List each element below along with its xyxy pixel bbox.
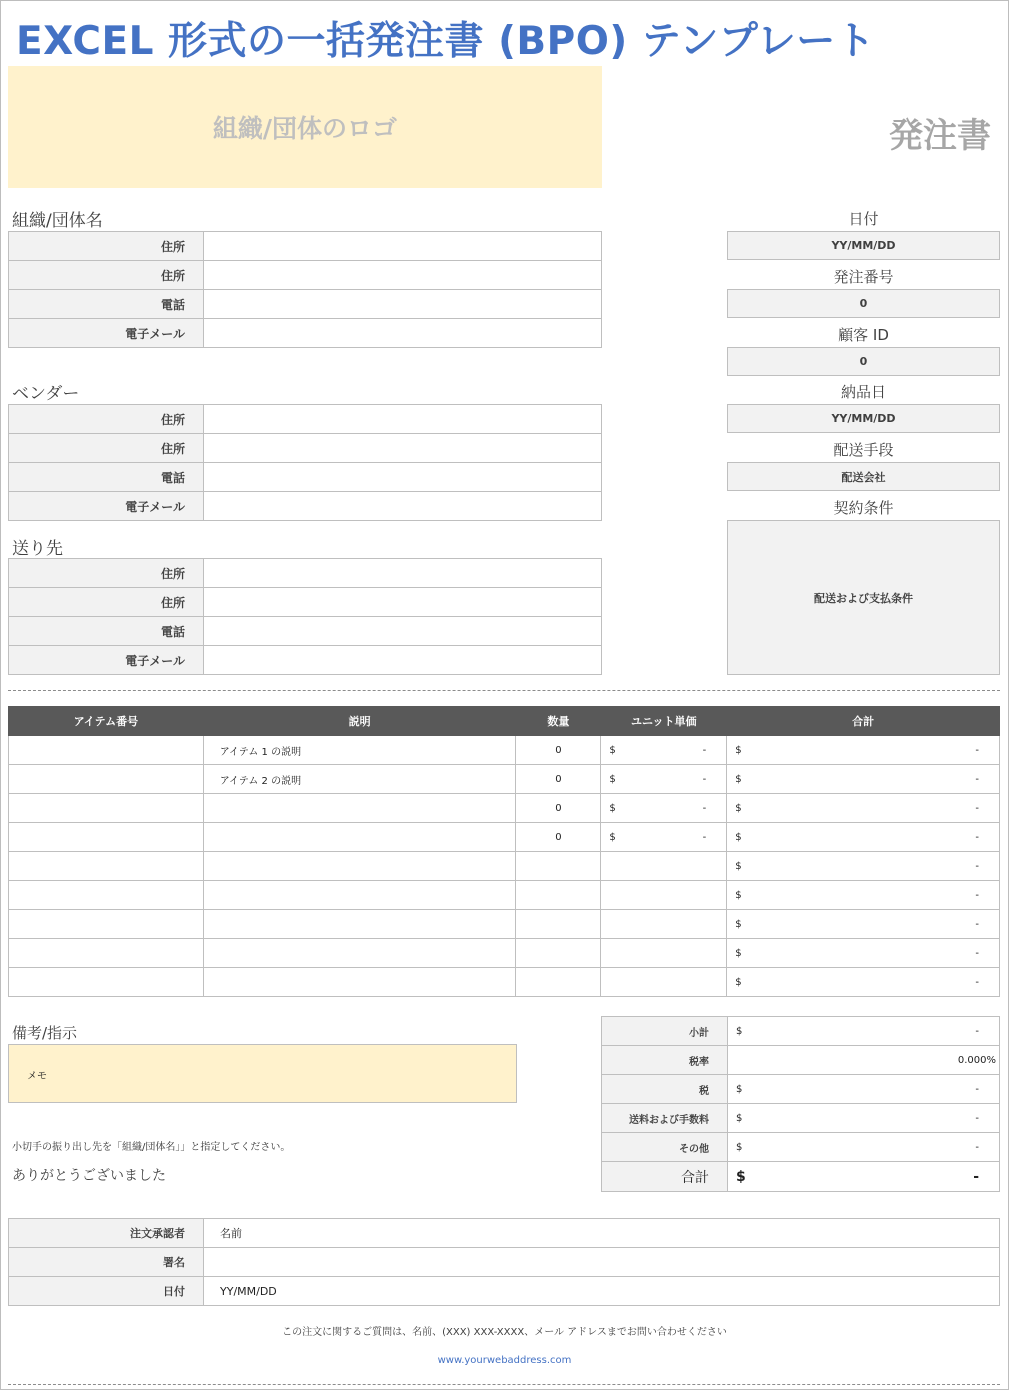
ship-to-phone-field[interactable] [204,617,602,646]
delivery-date-label: 納品日 [840,383,886,401]
grand-total-label: 合計 [602,1162,728,1192]
line-total-value: - [975,947,979,959]
currency-symbol: $ [609,802,616,814]
unit-price-cell[interactable] [601,939,727,968]
currency-symbol: $ [735,802,742,814]
line-total-value: - [975,976,979,988]
currency-symbol: $ [736,1141,743,1153]
vendor-email-field[interactable] [204,492,602,521]
col-header-description: 説明 [203,707,516,736]
tax-label: 税 [602,1075,728,1104]
line-total-value: - [975,802,979,814]
shipping-amount: - [975,1112,979,1124]
currency-symbol: $ [735,773,742,785]
logo-placeholder[interactable] [8,66,602,188]
approval-date-row [9,1277,1000,1306]
po-number-label: 発注番号 [833,268,894,286]
ship-to-row [9,588,602,617]
tax-rate-row [602,1046,1000,1075]
description-cell[interactable] [203,910,516,939]
shipping-row [602,1104,1000,1133]
table-row [9,968,1000,997]
table-row [9,852,1000,881]
ship-to-label: 電子メール [9,646,204,675]
signature-label: 署名 [9,1248,204,1277]
vendor-heading: ベンダー [12,384,80,404]
ship-to-address-2-field[interactable] [204,588,602,617]
org-heading[interactable]: 組織/団体名 [12,211,103,231]
description-cell[interactable] [203,852,516,881]
contact-note: この注文に関するご質問は、名前、(XXX) XXX-XXXX、メール アドレスまでお問い合わせください [282,1327,727,1338]
notes-field[interactable]: メモ [8,1044,517,1103]
item-no-cell[interactable] [9,939,204,968]
quantity-cell[interactable] [516,852,601,881]
org-row [9,232,602,261]
ship-to-label: 住所 [9,588,204,617]
totals-table [601,1016,1000,1192]
thank-you-text: ありがとうございました [12,1168,166,1184]
vendor-address-1-field[interactable] [204,405,602,434]
line-total-value: - [975,773,979,785]
section-divider [8,690,1000,691]
org-table [8,231,602,348]
customer-id-field[interactable]: 0 [727,347,1000,376]
approver-field[interactable]: 名前 [204,1219,1000,1248]
item-no-cell[interactable] [9,794,204,823]
ship-to-label: 住所 [9,559,204,588]
line-total-cell [727,910,1000,939]
currency-symbol: $ [735,860,742,872]
shipping-method-field[interactable]: 配送会社 [727,462,1000,491]
line-total-cell [727,794,1000,823]
currency-symbol: $ [609,831,616,843]
delivery-date-field[interactable]: YY/MM/DD [727,404,1000,433]
website-link[interactable]: www.yourwebaddress.com [437,1355,572,1366]
vendor-label: 電話 [9,463,204,492]
table-row [9,823,1000,852]
org-email-field[interactable] [204,319,602,348]
description-cell[interactable]: アイテム 1 の説明 [203,736,516,765]
quantity-cell[interactable]: 0 [516,823,601,852]
vendor-row [9,492,602,521]
signature-row [9,1248,1000,1277]
item-no-cell[interactable] [9,968,204,997]
line-total-cell [727,823,1000,852]
org-label: 住所 [9,261,204,290]
ship-to-label: 電話 [9,617,204,646]
description-cell[interactable] [203,939,516,968]
terms-field[interactable]: 配送および支払条件 [727,520,1000,675]
item-no-cell[interactable] [9,736,204,765]
currency-symbol: $ [735,976,742,988]
line-total-cell [727,852,1000,881]
quantity-cell[interactable]: 0 [516,794,601,823]
other-label: その他 [602,1133,728,1162]
shipping-label: 送料および手数料 [602,1104,728,1133]
unit-price-value: - [702,831,707,843]
approver-row [9,1219,1000,1248]
table-row [9,794,1000,823]
document-title: 発注書 [889,116,991,156]
tax-rate-label: 税率 [602,1046,728,1075]
unit-price-cell[interactable] [601,968,727,997]
approval-date-field[interactable]: YY/MM/DD [204,1277,1000,1306]
line-total-value: - [975,860,979,872]
unit-price-cell[interactable] [601,765,727,794]
col-header-total: 合計 [727,707,1000,736]
currency-symbol: $ [609,773,616,785]
vendor-phone-field[interactable] [204,463,602,492]
vendor-address-2-field[interactable] [204,434,602,463]
items-header-row [9,707,1000,736]
cheque-instruction: 小切手の振り出し先を「組織/団体名」」と指定してください。 [12,1142,291,1153]
vendor-row [9,434,602,463]
line-total-cell [727,765,1000,794]
subtotal-amount: - [975,1025,979,1037]
page-title: EXCEL 形式の一括発注書 (BPO) テンプレート [16,19,876,64]
tax-row [602,1075,1000,1104]
ship-to-row [9,646,602,675]
currency-symbol: $ [736,1083,743,1095]
quantity-cell[interactable] [516,881,601,910]
quantity-cell[interactable] [516,939,601,968]
currency-symbol: $ [736,1168,746,1185]
table-row [9,765,1000,794]
items-table [8,706,1000,997]
tax-rate-field[interactable]: 0.000% [728,1046,1000,1075]
org-phone-field[interactable] [204,290,602,319]
customer-id-label: 顧客 ID [838,326,889,344]
currency-symbol: $ [735,947,742,959]
unit-price-value: - [702,802,707,814]
tax-amount: - [975,1083,979,1095]
org-row [9,261,602,290]
org-row [9,290,602,319]
approver-label: 注文承認者 [9,1219,204,1248]
currency-symbol: $ [736,1025,743,1037]
org-label: 電子メール [9,319,204,348]
ship-to-email-field[interactable] [204,646,602,675]
currency-symbol: $ [735,889,742,901]
subtotal-value [728,1017,1000,1046]
grand-total-value [728,1162,1000,1192]
item-no-cell[interactable] [9,910,204,939]
item-no-cell[interactable] [9,881,204,910]
footer-divider [8,1384,1000,1385]
tax-value [728,1075,1000,1104]
date-field[interactable]: YY/MM/DD [727,231,1000,260]
unit-price-cell[interactable] [601,736,727,765]
currency-symbol: $ [736,1112,743,1124]
quantity-cell[interactable] [516,968,601,997]
currency-symbol: $ [735,918,742,930]
org-row [9,319,602,348]
description-cell[interactable]: アイテム 2 の説明 [203,765,516,794]
vendor-label: 住所 [9,405,204,434]
line-total-cell [727,881,1000,910]
table-row [9,736,1000,765]
grand-total-row [602,1162,1000,1192]
ship-to-row [9,617,602,646]
shipping-method-label: 配送手段 [833,441,894,459]
po-number-field[interactable]: 0 [727,289,1000,318]
org-address-2-field[interactable] [204,261,602,290]
unit-price-cell[interactable] [601,910,727,939]
grand-total-amount: - [973,1168,979,1185]
approval-table [8,1218,1000,1306]
org-address-1-field[interactable] [204,232,602,261]
vendor-row [9,463,602,492]
col-header-item-no: アイテム番号 [9,707,204,736]
vendor-label: 住所 [9,434,204,463]
other-row [602,1133,1000,1162]
currency-symbol: $ [735,744,742,756]
signature-field[interactable] [204,1248,1000,1277]
unit-price-cell[interactable] [601,852,727,881]
subtotal-label: 小計 [602,1017,728,1046]
table-row [9,939,1000,968]
unit-price-cell[interactable] [601,881,727,910]
description-cell[interactable] [203,823,516,852]
currency-symbol: $ [609,744,616,756]
line-total-value: - [975,889,979,901]
line-total-cell [727,968,1000,997]
logo-placeholder-text: 組織/団体のロゴ [212,114,398,143]
ship-to-table [8,558,602,675]
quantity-cell[interactable]: 0 [516,765,601,794]
item-no-cell[interactable] [9,765,204,794]
line-total-value: - [975,744,979,756]
ship-to-heading: 送り先 [12,539,63,559]
unit-price-value: - [702,773,707,785]
unit-price-cell[interactable] [601,794,727,823]
vendor-table [8,404,602,521]
unit-price-cell[interactable] [601,823,727,852]
date-label: 日付 [848,210,879,228]
shipping-value[interactable] [728,1104,1000,1133]
org-label: 住所 [9,232,204,261]
description-cell[interactable] [203,968,516,997]
item-no-cell[interactable] [9,823,204,852]
terms-label: 契約条件 [833,499,894,517]
quantity-cell[interactable] [516,910,601,939]
line-total-value: - [975,831,979,843]
other-amount: - [975,1141,979,1153]
ship-to-address-1-field[interactable] [204,559,602,588]
unit-price-value: - [702,744,707,756]
line-total-value: - [975,918,979,930]
line-total-cell [727,939,1000,968]
line-total-cell [727,736,1000,765]
subtotal-row [602,1017,1000,1046]
item-no-cell[interactable] [9,852,204,881]
table-row [9,881,1000,910]
ship-to-row [9,559,602,588]
org-label: 電話 [9,290,204,319]
description-cell[interactable] [203,794,516,823]
vendor-label: 電子メール [9,492,204,521]
vendor-row [9,405,602,434]
quantity-cell[interactable]: 0 [516,736,601,765]
col-header-unit-price: ユニット単価 [601,707,727,736]
table-row [9,910,1000,939]
currency-symbol: $ [735,831,742,843]
notes-heading: 備考/指示 [12,1024,78,1042]
other-value[interactable] [728,1133,1000,1162]
col-header-quantity: 数量 [516,707,601,736]
approval-date-label: 日付 [9,1277,204,1306]
description-cell[interactable] [203,881,516,910]
